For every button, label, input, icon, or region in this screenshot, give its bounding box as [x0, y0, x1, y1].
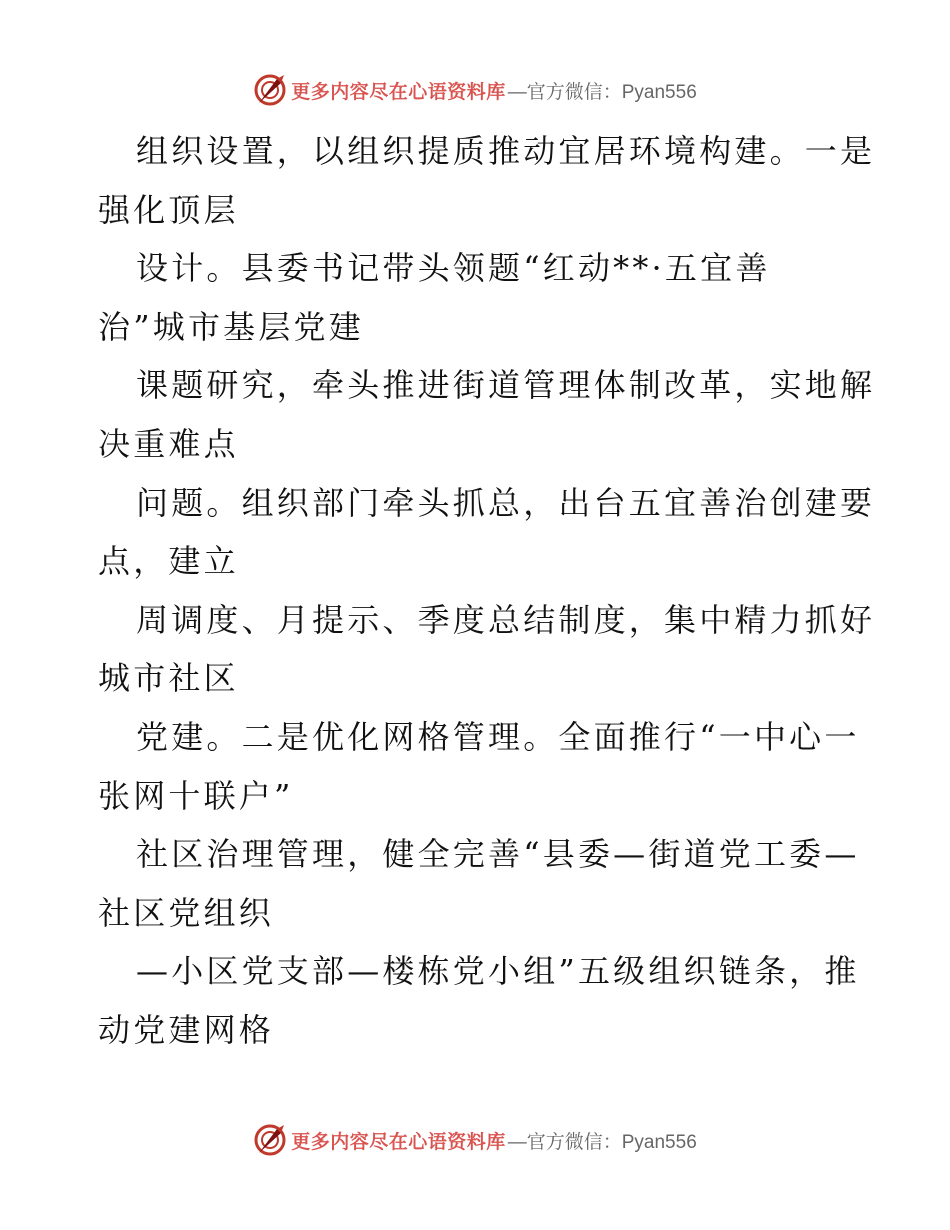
text-line: 城市社区 — [98, 659, 239, 698]
text-line: 党建。二是优化网格管理。全面推行“一中心一 — [136, 717, 860, 756]
quill-logo-icon — [253, 73, 287, 107]
text-line: 动党建网格 — [98, 1010, 275, 1049]
text-line: 治”城市基层党建 — [98, 307, 364, 346]
text-line: 组织设置，以组织提质推动宜居环境构建。一是 — [136, 132, 876, 170]
header-wechat: —官方微信：Pyan556 — [507, 81, 697, 103]
text-line: 问题。组织部门牵头抓总，出台五宜善治创建要 — [136, 483, 876, 522]
text-line: —小区党支部—楼栋党小组”五级组织链条，推 — [136, 952, 860, 991]
text-line: 社区治理管理，健全完善“县委—街道党工委— — [136, 835, 860, 874]
text-line: 设计。县委书记带头领题“红动**·五宜善 — [136, 249, 771, 288]
text-line: 周调度、月提示、季度总结制度，集中精力抓好 — [136, 600, 876, 639]
text-line: 强化顶层 — [98, 190, 239, 229]
header-title: 更多内容尽在心语资料库 — [291, 80, 506, 103]
text-line: 社区党组织 — [98, 893, 275, 932]
quill-logo-icon — [253, 1123, 287, 1157]
text-line: 决重难点 — [98, 424, 239, 463]
text-line: 张网十联户” — [98, 776, 294, 815]
footer-wechat: —官方微信：Pyan556 — [507, 1131, 697, 1153]
text-line: 点，建立 — [98, 542, 239, 581]
header-banner — [0, 70, 950, 110]
footer-banner — [0, 1120, 950, 1160]
text-line: 课题研究，牵头推进街道管理体制改革，实地解 — [136, 366, 876, 405]
document-body — [98, 122, 876, 1060]
footer-title: 更多内容尽在心语资料库 — [291, 1130, 506, 1153]
